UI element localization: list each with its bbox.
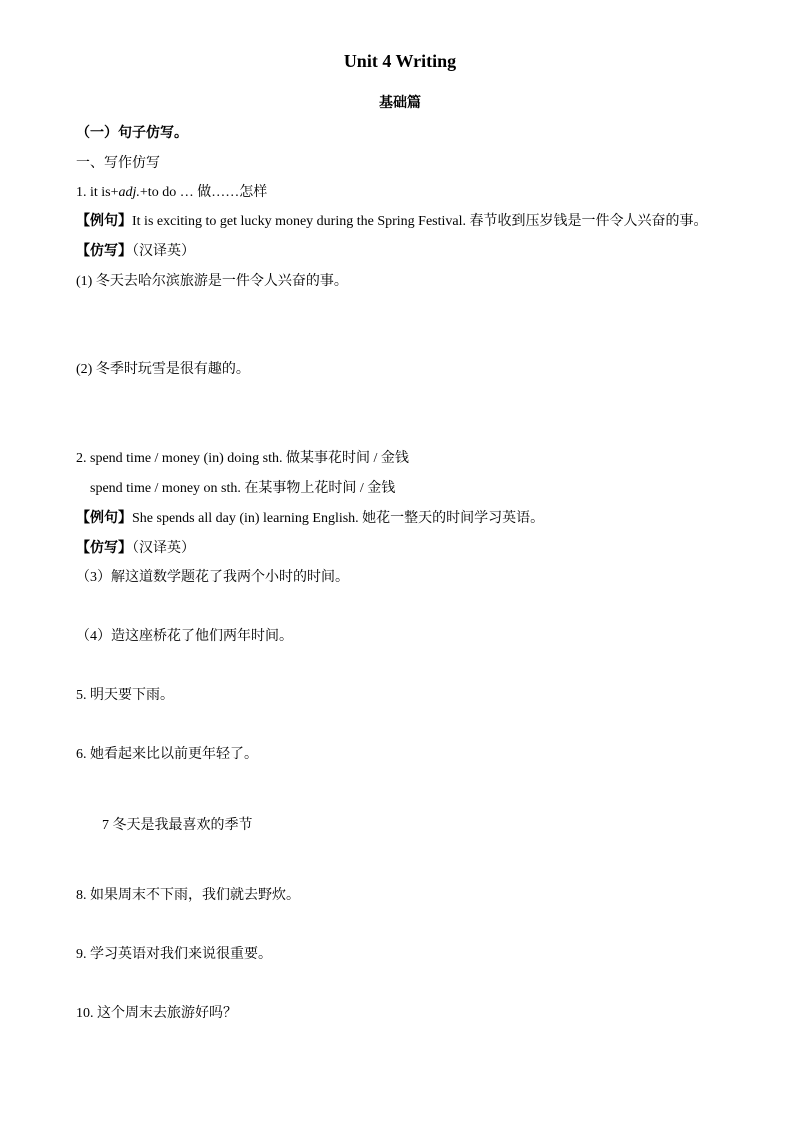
question-9: 9. 学习英语对我们来说很重要。 xyxy=(76,947,272,962)
question-1: (1) 冬天去哈尔滨旅游是一件令人兴奋的事。 xyxy=(76,274,348,289)
question-6: 6. 她看起来比以前更年轻了。 xyxy=(76,747,258,762)
item2-imitate-note: （汉译英） xyxy=(132,541,195,556)
item1-pattern-prefix: 1. it is+ xyxy=(76,185,119,200)
question-2: (2) 冬季时玩雪是很有趣的。 xyxy=(76,362,250,377)
item2-imitate xyxy=(76,540,195,558)
item2-pattern-a: 2. spend time / money (in) doing sth. 做某事花时间 / 金钱 xyxy=(76,451,409,466)
item2-example xyxy=(76,510,544,528)
item1-imitate-note: （汉译英） xyxy=(132,244,195,259)
question-3: （3）解这道数学题花了我两个小时的时间。 xyxy=(76,570,349,585)
page-subtitle: 基础篇 xyxy=(379,96,421,111)
page-title: Unit 4 Writing xyxy=(343,51,457,71)
item2-example-text: She spends all day (in) learning English. 她花一整天的时间学习英语。 xyxy=(132,511,545,526)
item1-example xyxy=(76,213,708,231)
item1-pattern xyxy=(76,184,267,202)
item1-pattern-adj: adj. xyxy=(118,185,140,200)
item1-imitate-tag: 【仿写】 xyxy=(76,244,132,259)
item1-example-text: It is exciting to get lucky money during the Spring Festival. 春节收到压岁钱是一件令人兴奋的事。 xyxy=(132,214,708,229)
item2-pattern-b: spend time / money on sth. 在某事物上花时间 / 金钱 xyxy=(90,481,396,496)
question-5: 5. 明天要下雨。 xyxy=(76,688,174,703)
item2-imitate-tag: 【仿写】 xyxy=(76,541,132,556)
item1-example-tag: 【例句】 xyxy=(76,214,132,229)
section-heading: （一）句子仿写。 xyxy=(76,126,188,141)
question-8: 8. 如果周末不下雨，我们就去野炊。 xyxy=(76,888,300,903)
subsection-heading: 一、写作仿写 xyxy=(76,156,160,171)
item1-imitate xyxy=(76,243,195,261)
question-7: 7 冬天是我最喜欢的季节 xyxy=(102,818,253,833)
question-10: 10. 这个周末去旅游好吗？ xyxy=(76,1006,237,1021)
question-4: （4）造这座桥花了他们两年时间。 xyxy=(76,629,293,644)
item1-pattern-suffix: +to do … 做……怎样 xyxy=(139,185,268,200)
item2-example-tag: 【例句】 xyxy=(76,511,132,526)
